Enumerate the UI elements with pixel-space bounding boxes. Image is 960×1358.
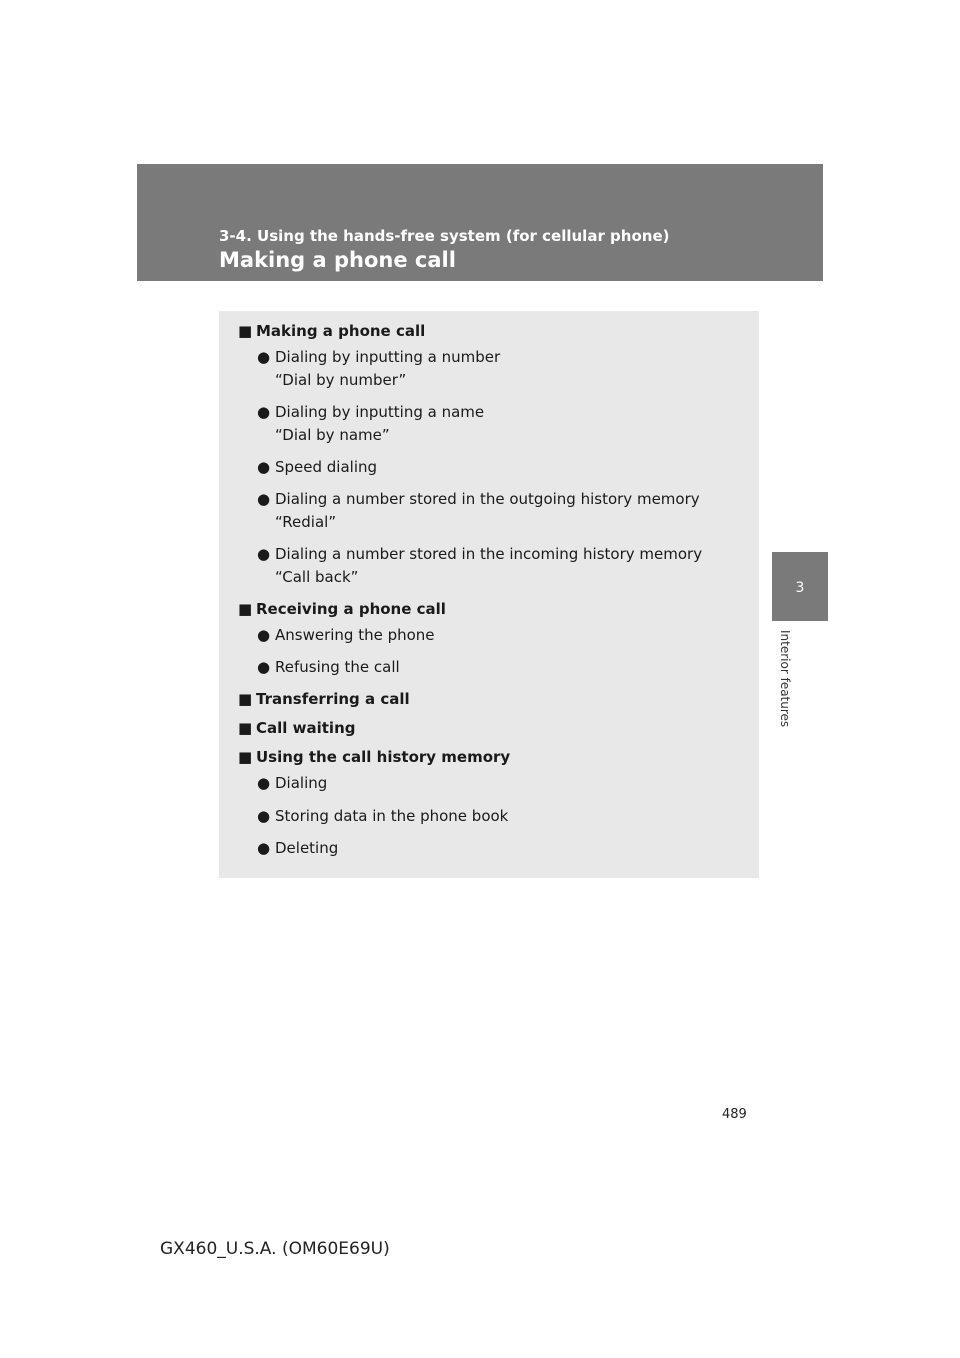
section-heading: ■ Call waiting: [238, 719, 356, 737]
list-item: ● Storing data in the phone book: [257, 807, 509, 825]
list-item: ● Dialing by inputting a number “Dial by number”: [257, 348, 501, 389]
list-item: ● Refusing the call: [257, 658, 400, 676]
summary-box: [219, 311, 759, 878]
section-heading: ■ Making a phone call: [238, 322, 426, 340]
list-item: ● Speed dialing: [257, 458, 378, 476]
header-band: [137, 164, 823, 281]
list-item: ● Dialing a number stored in the incoming history memory “Call back”: [257, 545, 703, 586]
list-item: ● Answering the phone: [257, 626, 435, 644]
page-number: 489: [722, 1107, 747, 1122]
page-title: Making a phone call: [219, 248, 456, 272]
section-label: 3-4. Using the hands-free system (for cellular phone): [219, 227, 670, 245]
chapter-number: 3: [795, 580, 805, 596]
chapter-name-label: Interior features: [778, 630, 792, 728]
chapter-name: [780, 630, 794, 730]
footer-code: GX460_U.S.A. (OM60E69U): [160, 1239, 390, 1259]
list-item: ● Dialing a number stored in the outgoing history memory “Redial”: [257, 490, 700, 531]
list-item: ● Dialing by inputting a name “Dial by name”: [257, 403, 485, 444]
section-heading: ■ Receiving a phone call: [238, 600, 446, 618]
section-heading: ■ Using the call history memory: [238, 748, 511, 766]
chapter-tab: [772, 552, 828, 621]
list-item: ● Deleting: [257, 839, 339, 857]
list-item: ● Dialing: [257, 774, 328, 792]
section-heading: ■ Transferring a call: [238, 690, 410, 708]
